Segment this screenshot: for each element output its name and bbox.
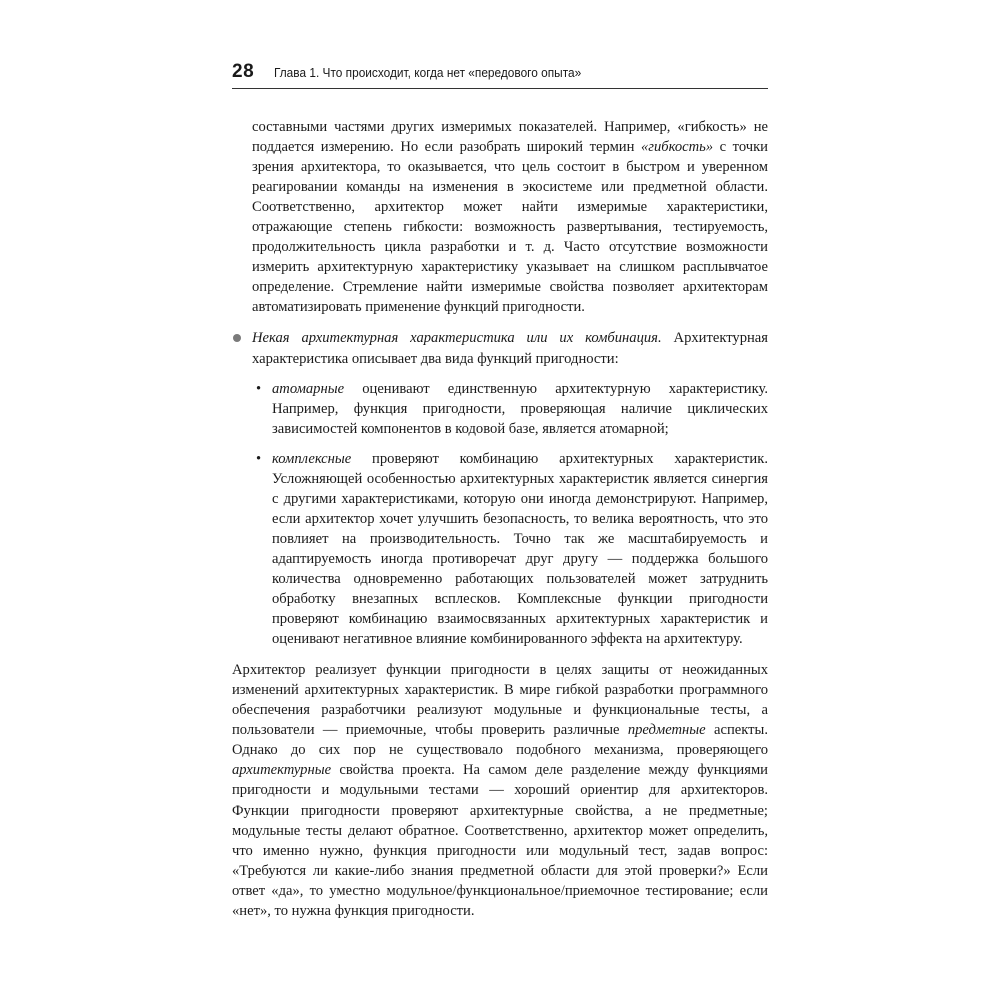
running-head: Глава 1. Что происходит, когда нет «передового опыта» <box>274 65 582 80</box>
bullet-dot-icon <box>233 334 241 342</box>
sub-bullet-icon: • <box>256 380 262 397</box>
sub-list-item: • комплексные проверяют комбинацию архитектурных характеристик. Усложняющей особенностью архитектурных характеристик является синергия с другими характеристиками, которую они иногда демонстрируют. Например, если архитектор хочет улучшить безопасность, то велика вероятность, что это повлияет на производительность. Точно так же масштабируемость и адаптируемость иногда противоречат друг другу — поддержка большого количества одновременно работающих пользователей может затруднить обработку внезапных всплесков. Комплексные функции пригодности проверяют комбинацию взаимосвязанных архитектурных характеристик и оценивают негативное влияние комбинированного эффекта на архитектуру. <box>256 450 768 648</box>
sub-item-term: атомарные <box>272 380 345 397</box>
bullet-heading: Некая архитектурная характеристика или их комбинация. <box>252 330 662 347</box>
page-number: 28 <box>232 61 255 82</box>
sub-item-term: комплексные <box>272 450 352 467</box>
body-text <box>232 117 768 921</box>
emphasis-term: «гибкость» <box>640 139 714 156</box>
page-header <box>232 62 768 89</box>
bullet-item: Некая архитектурная характеристика или их комбинация. Архитектурная характеристика описывает два вида функций пригодности: <box>232 328 768 368</box>
paragraph-continued: составными частями других измеримых показателей. Например, «гибкость» не поддается измерению. Но если разобрать широкий термин «гибкость» с точки зрения архитектора, то оказывается, что цель состоит в быстром и уверенном реагировании команды на изменения в экосистеме или предметной области. Соответственно, архитектор может найти измеримые характеристики, отражающие степень гибкости: возможность развертывания, тестируемость, продолжительность цикла разработки и т. д. Часто отсутствие возможности измерить архитектурную характеристику указывает на слишком расплывчатое определение. Стремление найти измеримые свойства позволяет архитекторам автоматизировать применение функций пригодности. <box>252 119 768 316</box>
sub-list <box>232 379 768 650</box>
emphasis-term: архитектурные <box>232 762 332 779</box>
sub-list-item: • атомарные оценивают единственную архитектурную характеристику. Например, функция пригодности, проверяющая наличие циклических зависимостей компонентов в кодовой базе, является атомарной; <box>256 380 768 437</box>
sub-bullet-icon: • <box>256 450 262 467</box>
paragraph: Архитектор реализует функции пригодности в целях защиты от неожиданных изменений архитектурных характеристик. В мире гибкой разработки программного обеспечения разработчики реализуют модульные и функциональные тесты, а пользователи — приемочные, чтобы проверить различные предметные аспекты. Однако до сих пор не существовало подобного механизма, проверяющего архитектурные свойства проекта. На самом деле разделение между функциями пригодности и модульными тестами — хороший ориентир для архитекторов. Функции пригодности проверяют архитектурные свойства, а не предметные; модульные тесты делают обратное. Соответственно, архитектор может определить, что именно нужно, функция пригодности или модульный тест, задав вопрос: «Требуются ли какие-либо знания предметной области для этой проверки?» Если ответ «да», то уместно модульное/функциональное/приемочное тестирование; если «нет», то нужна функция пригодности. <box>232 662 768 919</box>
emphasis-term: предметные <box>627 722 706 739</box>
